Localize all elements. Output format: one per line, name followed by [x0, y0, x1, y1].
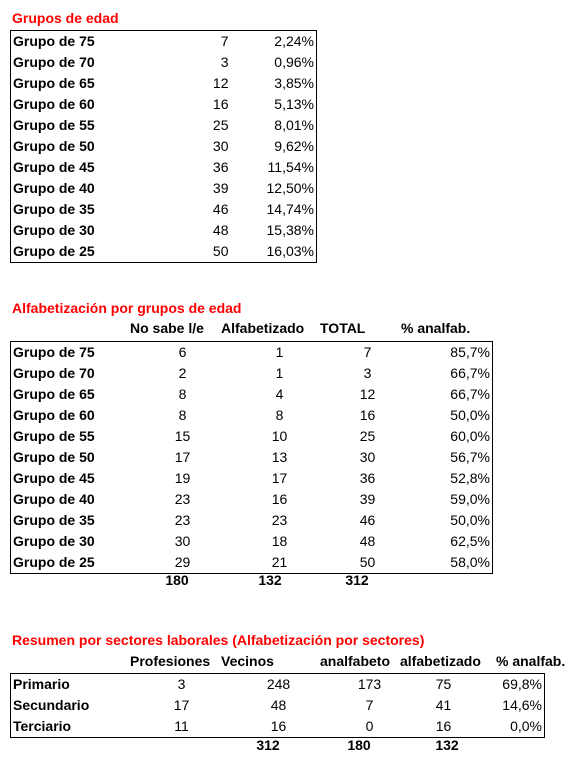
- group-count: 50: [212, 243, 229, 259]
- table-row: [11, 363, 493, 384]
- total-alfabetizado-sector: 132: [435, 737, 459, 753]
- group-percent: 15,38%: [266, 222, 314, 238]
- group-percent: 8,01%: [274, 117, 314, 133]
- table-row: [11, 716, 545, 738]
- analfab-percent: 50,0%: [450, 407, 490, 423]
- analfabeto-value: 0: [365, 718, 374, 734]
- table-row: [11, 510, 493, 531]
- total-value: 46: [359, 512, 376, 528]
- analfabeto-value: 7: [365, 697, 374, 713]
- analfab-percent: 59,0%: [450, 491, 490, 507]
- no-sabe-value: 8: [178, 407, 187, 423]
- analfab-percent: 66,7%: [450, 386, 490, 402]
- table-row: [11, 342, 493, 364]
- alfabetizado-value: 18: [271, 533, 288, 549]
- no-sabe-value: 17: [174, 449, 191, 465]
- analfab-percent: 69,8%: [502, 676, 542, 692]
- alfabetizado-value: 23: [271, 512, 288, 528]
- group-count: 46: [212, 201, 229, 217]
- table-row: [11, 489, 493, 510]
- header-alfabetizado: Alfabetizado: [221, 320, 305, 336]
- group-label: Grupo de 50: [13, 138, 95, 154]
- alfabetizado-value: 10: [271, 428, 288, 444]
- group-label: Grupo de 40: [13, 491, 95, 507]
- group-percent: 9,62%: [274, 138, 314, 154]
- literacy-by-age-table: [10, 341, 493, 574]
- no-sabe-value: 19: [174, 470, 191, 486]
- section-title-grupos: Grupos de edad: [12, 10, 119, 26]
- table-row: [11, 31, 317, 53]
- table-row: [11, 136, 317, 157]
- group-count: 39: [212, 180, 229, 196]
- group-count: 7: [220, 33, 229, 49]
- table-row: [11, 52, 317, 73]
- table-row: [11, 115, 317, 136]
- total-total: 312: [345, 572, 369, 588]
- total-value: 48: [359, 533, 376, 549]
- group-count: 3: [220, 54, 229, 70]
- total-no-sabe: 180: [165, 572, 189, 588]
- table-row: [11, 468, 493, 489]
- group-percent: 5,13%: [274, 96, 314, 112]
- table-row: [11, 94, 317, 115]
- header-analfab-sector: % analfab.: [496, 653, 566, 669]
- analfab-percent: 58,0%: [450, 554, 490, 570]
- group-label: Grupo de 55: [13, 117, 95, 133]
- profesiones-value: 3: [177, 676, 186, 692]
- group-count: 12: [212, 75, 229, 91]
- alfabetizado-value: 16: [435, 718, 452, 734]
- table-row: [11, 384, 493, 405]
- total-value: 36: [359, 470, 376, 486]
- profesiones-value: 11: [174, 718, 189, 734]
- table-row: [11, 531, 493, 552]
- sector-label: Secundario: [13, 697, 90, 713]
- table-row: [11, 695, 545, 716]
- group-label: Grupo de 55: [13, 428, 95, 444]
- alfabetizado-value: 4: [275, 386, 284, 402]
- total-value: 3: [363, 365, 372, 381]
- header-vecinos: Vecinos: [221, 653, 274, 669]
- group-label: Grupo de 35: [13, 201, 95, 217]
- alfabetizado-value: 8: [275, 407, 284, 423]
- table-row: [11, 157, 317, 178]
- group-percent: 3,85%: [274, 75, 314, 91]
- header-analfabeto: analfabeto: [320, 653, 391, 669]
- table-row: [11, 426, 493, 447]
- group-label: Grupo de 60: [13, 407, 95, 423]
- group-label: Grupo de 60: [13, 96, 95, 112]
- total-value: 16: [359, 407, 376, 423]
- vecinos-value: 248: [266, 676, 291, 692]
- group-label: Grupo de 75: [13, 33, 95, 49]
- alfabetizado-value: 13: [271, 449, 288, 465]
- header-analfab: % analfab.: [401, 320, 471, 336]
- alfabetizado-value: 17: [271, 470, 288, 486]
- no-sabe-value: 23: [174, 512, 191, 528]
- analfab-percent: 14,6%: [502, 697, 542, 713]
- section-title-alfabetizacion: Alfabetización por grupos de edad: [12, 300, 242, 316]
- total-value: 25: [359, 428, 376, 444]
- group-percent: 11,54%: [267, 159, 314, 175]
- vecinos-value: 16: [270, 718, 287, 734]
- table-row: [11, 220, 317, 241]
- group-percent: 12,50%: [266, 180, 314, 196]
- no-sabe-value: 30: [174, 533, 191, 549]
- alfabetizado-value: 41: [435, 697, 452, 713]
- group-label: Grupo de 30: [13, 222, 95, 238]
- group-label: Grupo de 45: [13, 159, 95, 175]
- total-alfabetizado: 132: [258, 572, 282, 588]
- analfab-percent: 85,7%: [450, 344, 490, 360]
- analfab-percent: 66,7%: [450, 365, 490, 381]
- no-sabe-value: 29: [174, 554, 191, 570]
- total-value: 30: [359, 449, 376, 465]
- table-row: [11, 199, 317, 220]
- group-label: Grupo de 50: [13, 449, 95, 465]
- group-label: Grupo de 70: [13, 54, 95, 70]
- sector-label: Primario: [13, 676, 70, 692]
- no-sabe-value: 2: [178, 365, 187, 381]
- alfabetizado-value: 1: [275, 344, 284, 360]
- table-row: [11, 447, 493, 468]
- group-count: 30: [212, 138, 229, 154]
- alfabetizado-value: 21: [271, 554, 288, 570]
- sector-summary-table: [10, 673, 545, 738]
- header-profesiones: Profesiones: [130, 653, 211, 669]
- analfab-percent: 50,0%: [450, 512, 490, 528]
- group-count: 16: [212, 96, 229, 112]
- group-label: Grupo de 40: [13, 180, 95, 196]
- total-value: 39: [359, 491, 376, 507]
- total-value: 7: [363, 344, 372, 360]
- section-title-sectores: Resumen por sectores laborales (Alfabetización por sectores): [12, 632, 425, 648]
- profesiones-value: 17: [173, 697, 190, 713]
- group-percent: 2,24%: [274, 33, 314, 49]
- alfabetizado-value: 1: [275, 365, 284, 381]
- alfabetizado-value: 16: [271, 491, 288, 507]
- no-sabe-value: 23: [174, 491, 191, 507]
- group-count: 48: [212, 222, 229, 238]
- total-vecinos: 312: [256, 737, 280, 753]
- total-analfabeto: 180: [347, 737, 371, 753]
- table-row: [11, 178, 317, 199]
- analfab-percent: 56,7%: [450, 449, 490, 465]
- no-sabe-value: 15: [174, 428, 191, 444]
- group-label: Grupo de 35: [13, 512, 95, 528]
- age-groups-table: [10, 30, 317, 263]
- group-label: Grupo de 25: [13, 243, 95, 259]
- no-sabe-value: 8: [178, 386, 187, 402]
- table-row: [11, 241, 317, 263]
- group-label: Grupo de 45: [13, 470, 95, 486]
- alfabetizado-value: 75: [435, 676, 452, 692]
- group-percent: 16,03%: [266, 243, 314, 259]
- table-row: [11, 405, 493, 426]
- group-label: Grupo de 65: [13, 386, 95, 402]
- total-value: 50: [359, 554, 376, 570]
- analfab-percent: 0,0%: [510, 718, 542, 734]
- group-label: Grupo de 65: [13, 75, 95, 91]
- no-sabe-value: 6: [178, 344, 187, 360]
- group-percent: 0,96%: [274, 54, 314, 70]
- analfabeto-value: 173: [357, 676, 382, 692]
- total-value: 12: [359, 386, 376, 402]
- header-total: TOTAL: [320, 320, 366, 336]
- group-label: Grupo de 30: [13, 533, 95, 549]
- group-label: Grupo de 25: [13, 554, 95, 570]
- vecinos-value: 48: [270, 697, 287, 713]
- group-count: 25: [212, 117, 229, 133]
- table-row: [11, 73, 317, 94]
- header-no-sabe: No sabe l/e: [130, 320, 204, 336]
- analfab-percent: 62,5%: [450, 533, 490, 549]
- analfab-percent: 52,8%: [450, 470, 490, 486]
- table-row: [11, 674, 545, 696]
- group-count: 36: [212, 159, 229, 175]
- group-label: Grupo de 75: [13, 344, 95, 360]
- analfab-percent: 60,0%: [450, 428, 490, 444]
- table-row: [11, 552, 493, 574]
- sector-label: Terciario: [13, 718, 72, 734]
- group-label: Grupo de 70: [13, 365, 95, 381]
- group-percent: 14,74%: [266, 201, 314, 217]
- header-alfabetizado-sector: alfabetizado: [400, 653, 481, 669]
